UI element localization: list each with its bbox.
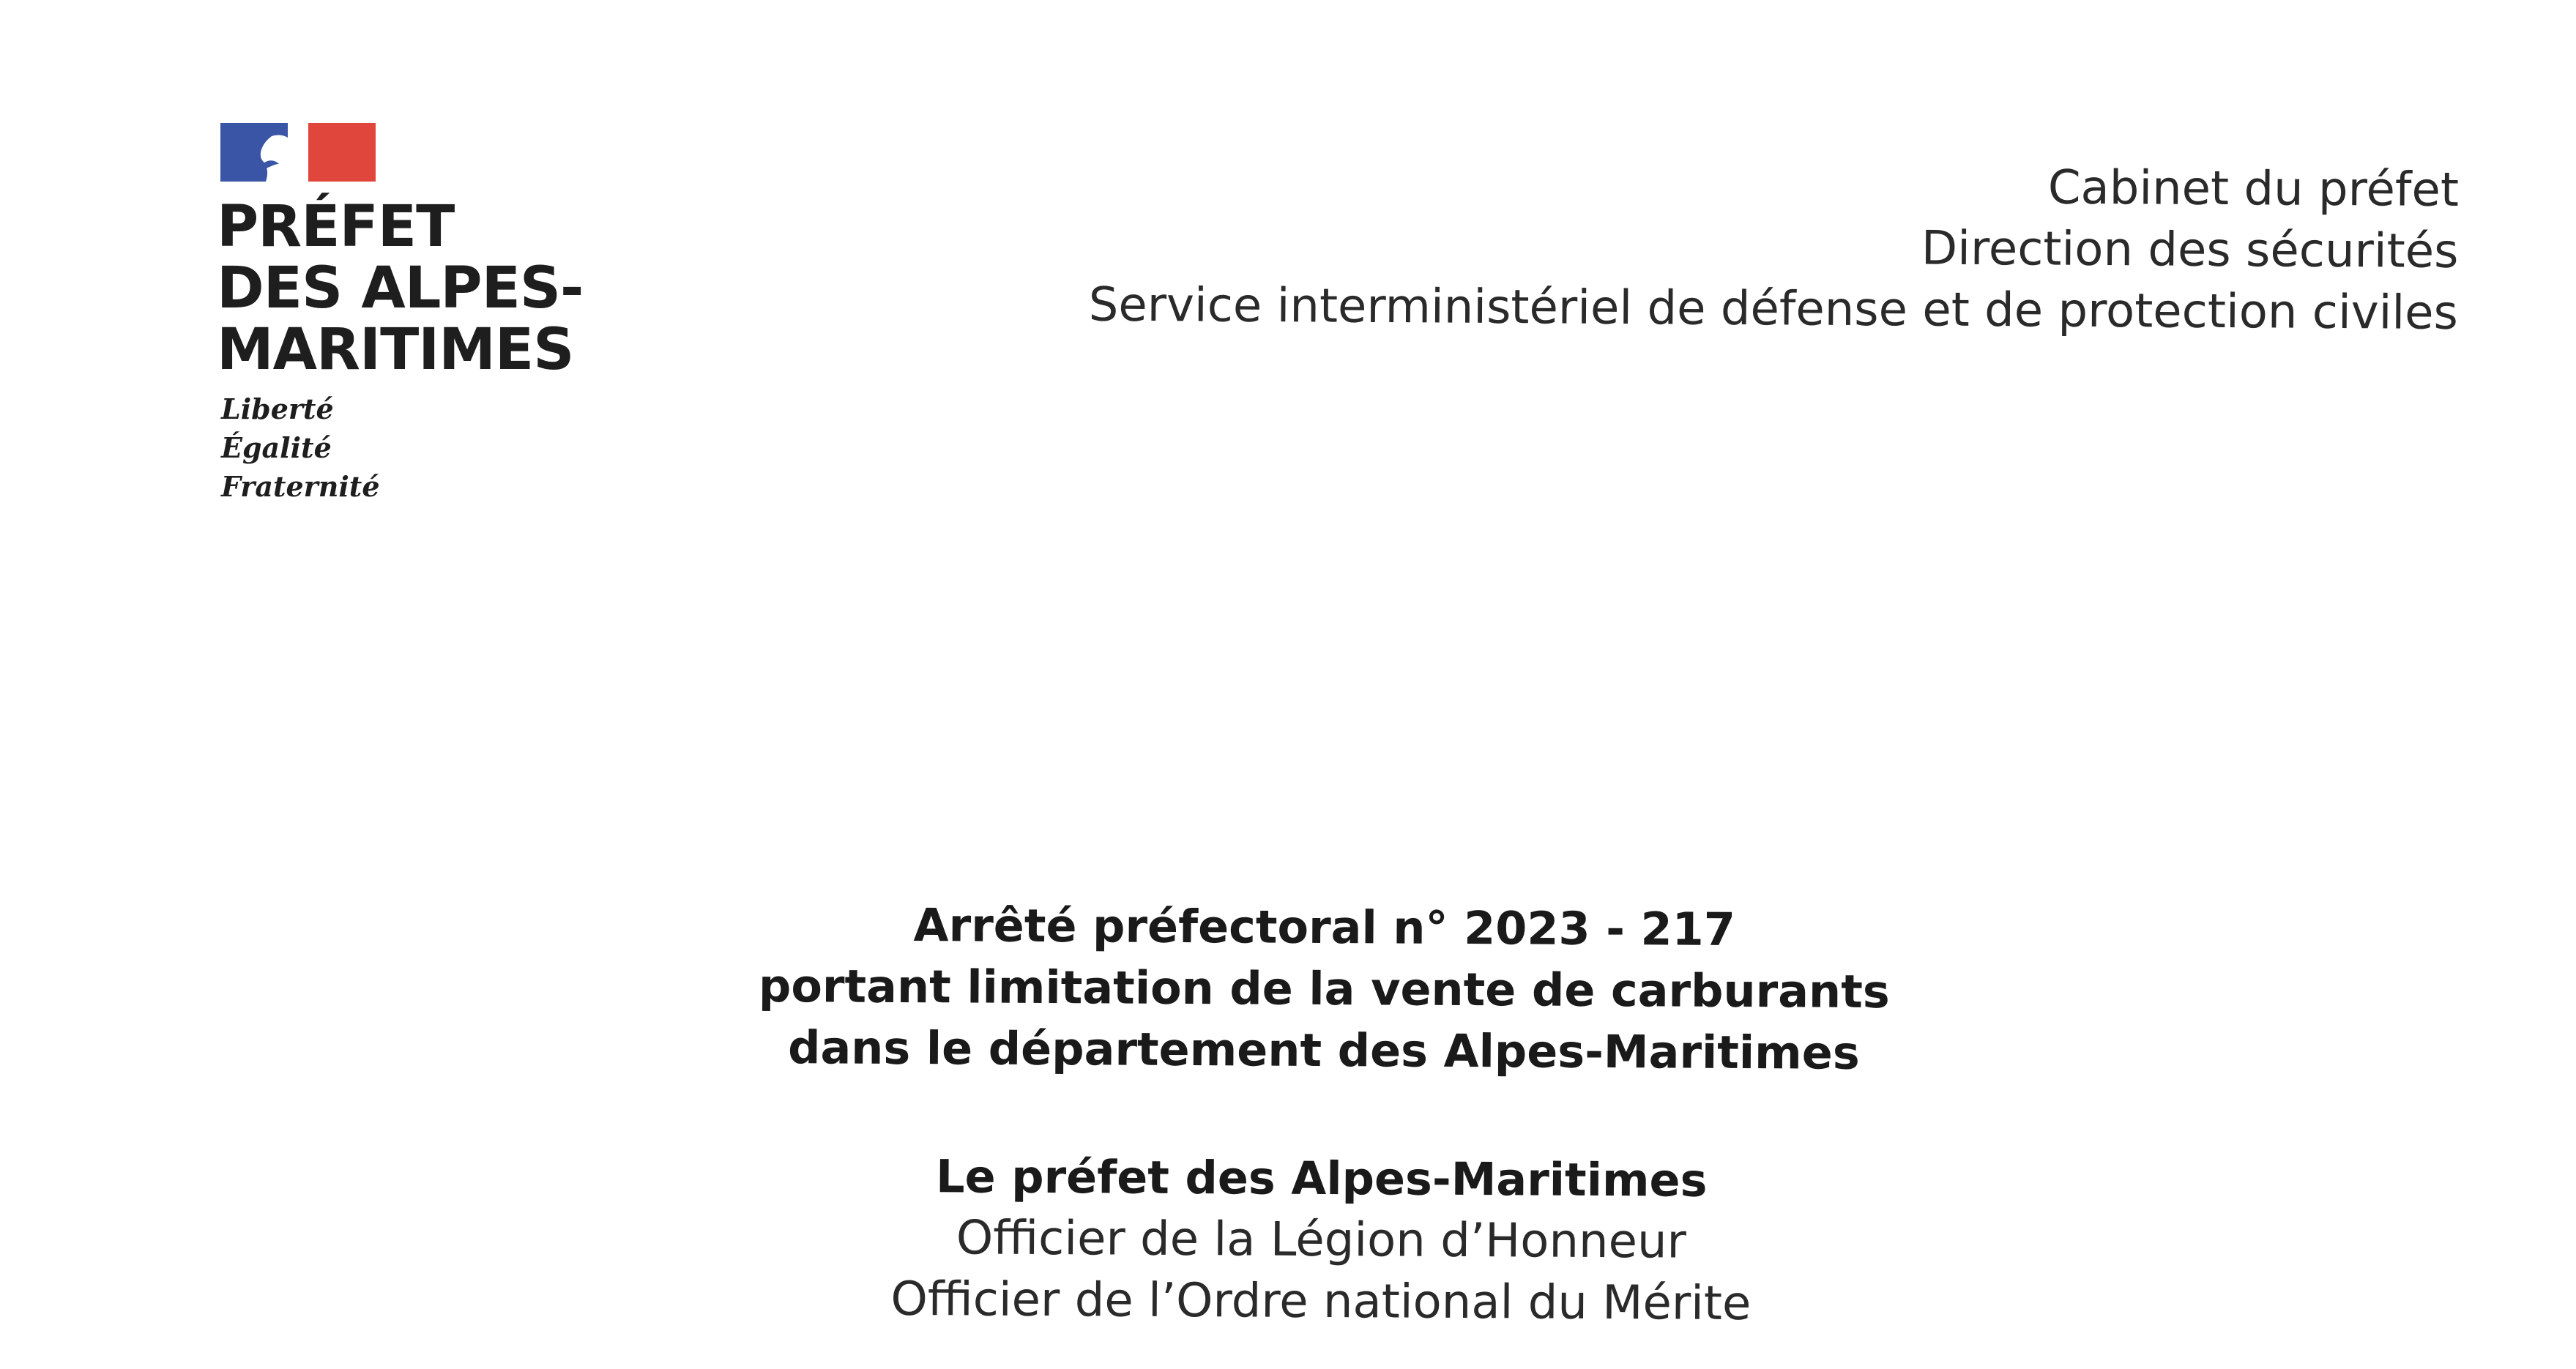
flag-red-band — [308, 123, 376, 182]
service-header — [1088, 152, 2459, 344]
brand-line: DES ALPES- — [217, 255, 584, 321]
motto-line: Égalité — [221, 431, 332, 464]
service-header-line: Cabinet du préfet — [2047, 160, 2459, 217]
service-header-line: Direction des sécurités — [1921, 221, 2459, 279]
prefecture-brand-name — [217, 196, 583, 381]
motto-line: Liberté — [221, 392, 334, 425]
marianne-flag-logo — [220, 123, 376, 182]
service-header-line: Service interministériel de défense et de protection civiles — [1088, 277, 2458, 340]
brand-line: PRÉFET — [217, 194, 455, 260]
decree-subject-line: portant limitation de la vente de carburants — [758, 958, 1890, 1019]
issuer-distinction: Officier de l’Ordre national du Mérite — [890, 1272, 1752, 1332]
republic-motto — [221, 389, 380, 506]
issuer-name: Le préfet des Alpes-Maritimes — [935, 1149, 1708, 1207]
decree-title-block — [0, 890, 2576, 1089]
decree-title: Arrêté préfectoral n° 2023 - 217 — [913, 898, 1736, 956]
issuer-distinction: Officier de la Légion d’Honneur — [956, 1211, 1686, 1269]
brand-line: MARITIMES — [217, 317, 574, 383]
issuer-block — [0, 1141, 2576, 1340]
decree-subject-line: dans le département des Alpes-Maritimes — [787, 1021, 1860, 1080]
motto-line: Fraternité — [221, 470, 380, 503]
